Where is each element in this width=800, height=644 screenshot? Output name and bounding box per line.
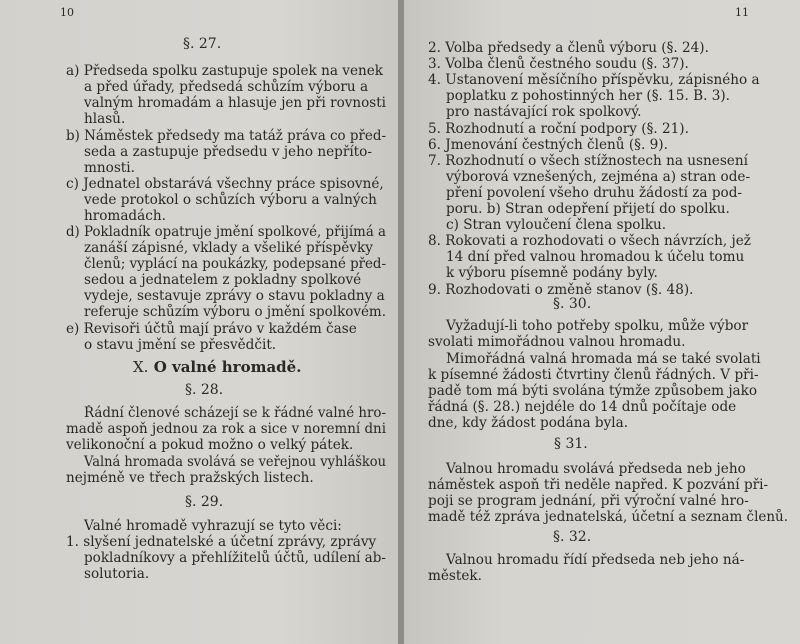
text-line: 8. Rokovati a rozhodovati o všech návrzích, jež [428,233,751,249]
text-line: poru. b) Stran odepření přijetí do spolku. [446,201,730,217]
text-line: městek. [428,568,482,584]
text-line: d) Pokladník opatruje jmění spolkové, přijímá a [66,224,386,240]
text-line: Valnou hromadu svolává předseda neb jeho [446,461,746,477]
text-line: 3. Volba členů čestného soudu (§. 37). [428,56,689,72]
text-line: náměstek aspoň tři neděle napřed. K pozvání při- [428,477,769,493]
page-number-right: 11 [735,6,749,19]
text-line: velikonoční a pokud možno o velký pátek. [66,437,354,453]
section-31-heading: § 31. [554,436,588,452]
text-line: vydeje, sestavuje zprávy o stavu pokladny a [84,288,385,304]
text-line: pokladníkovy a přehlížitelů účtů, udílení ab- [84,550,386,566]
text-line: Vyžadují-li toho potřeby spolku, může výbor [446,318,749,334]
text-line: e) Revisoři účtů mají právo v každém čase [66,321,357,337]
text-line: referuje schůzím výboru o jmění spolkovém. [84,304,386,320]
text-line: 7. Rozhodnutí o všech stížnostech na usnesení [428,153,748,169]
text-line: 9. Rozhodovati o změně stanov (§. 48). [428,282,694,298]
text-line: a) Předseda spolku zastupuje spolek na venek [66,63,384,79]
left-page [0,0,398,644]
text-line: madě aspoň jednou za rok a sice v noremní dni [66,421,386,437]
text-line: 4. Ustanovení měsíčního příspěvku, zápisného a [428,72,760,88]
text-line: 14 dní před valnou hromadou k účelu tomu [446,249,745,265]
text-line: mnosti. [84,160,135,176]
text-line: 6. Jmenování čestných členů (§. 9). [428,137,668,153]
text-line: nejméně ve třech pražských listech. [66,470,314,486]
text-line: Valné hromadě vyhrazují se tyto věci: [84,518,342,534]
text-line: solutoria. [84,566,150,582]
text-line: Řádní členové scházejí se k řádné valné hro- [84,405,386,421]
chapter-title: O valné hromadě. [153,358,302,376]
text-line: k písemné žádosti čtvrtiny členů řádných. V při- [428,367,759,383]
text-line: 5. Rozhodnutí a roční podpory (§. 21). [428,121,689,137]
text-line: Mimořádná valná hromada má se také svolati [446,351,761,367]
text-line: zanáší zápisné, vklady a všeliké příspěvky [84,240,373,256]
text-line: padě tom má býti svolána týmže způsobem jako [428,383,758,399]
text-line: pření povolení všeho druhu žádostí za pod- [446,185,743,201]
text-line: členů; vyplácí na poukázky, podepsané před- [84,256,386,272]
text-line: k výboru písemně podány byly. [446,265,658,281]
text-line: valným hromadám a hlasuje jen při rovnosti [84,95,386,111]
text-line: c) Stran vyloučení člena spolku. [446,217,667,233]
chapter-number: X. [133,358,149,376]
chapter-heading [133,358,301,376]
section-27-heading: §. 27. [183,36,222,52]
right-page [404,0,800,644]
text-line: Valná hromada svolává se veřejnou vyhláškou [84,454,386,470]
text-line: poji se program jednání, při výroční valné hro- [428,493,749,509]
text-line: madě též zpráva jednatelská, účetní a seznam členů. [428,509,788,525]
text-line: sedou a jednatelem z pokladny spolkové [84,272,362,288]
text-line: a před úřady, předsedá schůzím výboru a [84,79,369,95]
text-line: Valnou hromadu řídí předseda neb jeho ná- [446,552,745,568]
text-line: dne, kdy žádost podána byla. [428,415,629,431]
text-line: svolati mimořádnou valnou hromadu. [428,334,686,350]
text-line: vede protokol o schůzích výboru a valných [84,192,377,208]
text-line: b) Náměstek předsedy ma tatáž práva co před- [66,128,386,144]
text-line: seda a zastupuje předsedu v jeho nepříto- [84,144,372,160]
text-line: pro nastávající rok spolkový. [446,104,642,120]
section-32-heading: §. 32. [553,529,592,545]
text-line: c) Jednatel obstarává všechny práce spisovné, [66,176,384,192]
text-line: 2. Volba předsedy a členů výboru (§. 24). [428,40,709,56]
text-line: hromadách. [84,208,166,224]
text-line: řádná (§. 28.) nejdéle do 14 dnů počítaje ode [428,399,737,415]
section-29-heading: §. 29. [185,494,224,510]
text-line: výborová vznešených, zejména a) stran ode- [446,169,751,185]
page-number-left: 10 [60,6,74,19]
section-30-heading: §. 30. [553,296,592,312]
section-28-heading: §. 28. [185,382,224,398]
text-line: 1. slyšení jednatelské a účetní zprávy, zprávy [66,534,377,550]
text-line: hlasů. [84,111,126,127]
text-line: poplatku z pohostinných her (§. 15. B. 3). [446,88,730,104]
text-line: o stavu jmění se přesvědčit. [84,337,277,353]
